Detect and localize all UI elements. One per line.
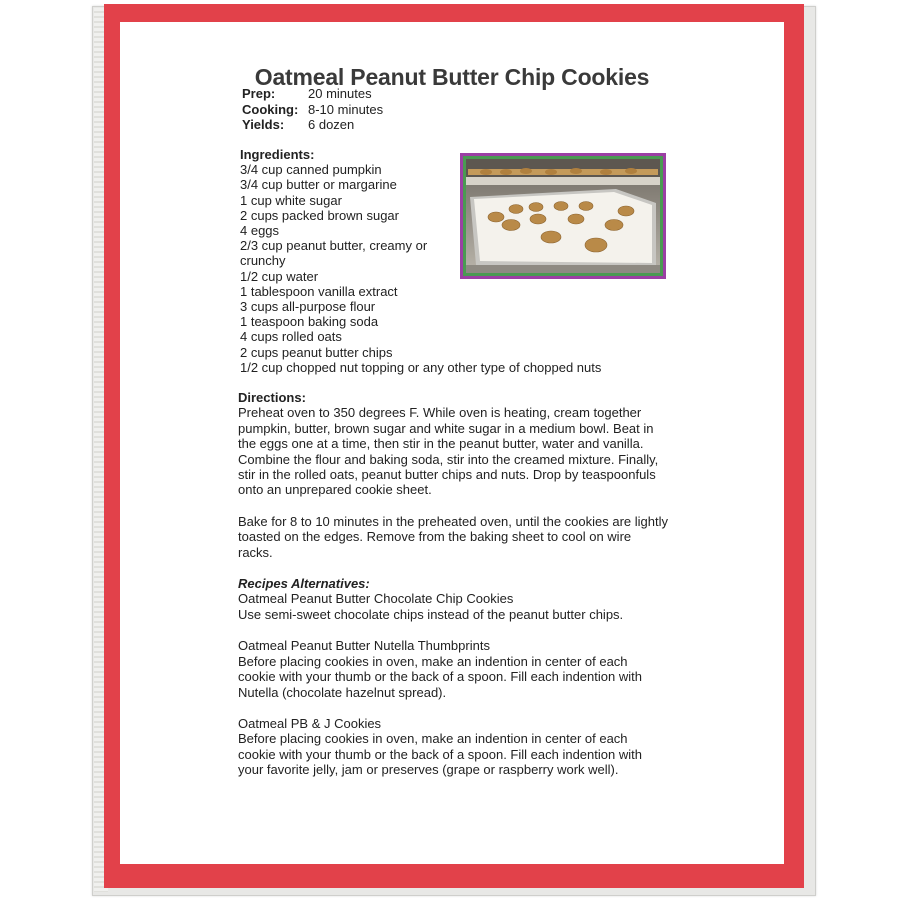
list-item: 1 teaspoon baking soda bbox=[240, 314, 379, 330]
meta-row-prep bbox=[242, 86, 383, 102]
alternative-text: Before placing cookies in oven, make an indention in center of each cookie with your thumb or the back of a spoon. Fill each indention with Nutella (chocolate hazelnut spread). bbox=[238, 653, 642, 700]
list-item: 1/2 cup chopped nut topping or any other type of chopped nuts bbox=[240, 359, 602, 375]
directions-heading: Directions: bbox=[238, 390, 306, 405]
meta-label: Prep: bbox=[242, 86, 276, 101]
directions-paragraph: Preheat oven to 350 degrees F. While oven is heating, cream together pumpkin, butter, brown sugar and white sugar in a medium bowl. Beat in the eggs one at a time, then stir in the peanut butter, water and vanilla. Combine the flour and baking soda, stir into the creamed mixture. Finally, stir in the rolled oats, peanut butter chips and nuts. Drop by teaspoonfuls onto an unprepared cookie sheet. bbox=[238, 405, 659, 498]
spacer bbox=[238, 622, 668, 638]
list-item: 1/2 cup water bbox=[240, 268, 319, 284]
alternative-name: Oatmeal PB & J Cookies bbox=[238, 715, 382, 731]
meta-value: 20 minutes bbox=[308, 86, 372, 101]
list-item: 4 cups rolled oats bbox=[240, 329, 342, 345]
alternative-name: Oatmeal Peanut Butter Chocolate Chip Cookies bbox=[238, 591, 514, 607]
cookies-on-baking-sheet-photo bbox=[466, 159, 660, 273]
list-item: 1 tablespoon vanilla extract bbox=[240, 283, 398, 299]
spacer bbox=[238, 560, 668, 576]
alternative-text: Use semi-sweet chocolate chips instead of the peanut butter chips. bbox=[238, 606, 624, 622]
cookies-photo-frame bbox=[460, 153, 666, 279]
photo-inner-border bbox=[463, 156, 663, 276]
list-item: 3/4 cup butter or margarine bbox=[240, 177, 397, 193]
list-item: 4 eggs bbox=[240, 223, 280, 239]
recipe-page bbox=[120, 22, 784, 864]
alternative-text: Before placing cookies in oven, make an indention in center of each cookie with your thumb or the back of a spoon. Fill each indention with your favorite jelly, jam or preserves (grape or raspberry work well). bbox=[238, 731, 642, 778]
recipe-meta bbox=[242, 86, 383, 133]
alternative-name: Oatmeal Peanut Butter Nutella Thumbprints bbox=[238, 638, 490, 654]
directions-paragraph: Bake for 8 to 10 minutes in the preheated oven, until the cookies are lightly toasted on the edges. Remove from the baking sheet to cool on wire racks. bbox=[238, 513, 668, 560]
list-item: 3/4 cup canned pumpkin bbox=[240, 162, 382, 178]
spacer bbox=[238, 498, 668, 514]
directions-section bbox=[238, 390, 668, 778]
list-item: 2 cups packed brown sugar bbox=[240, 207, 399, 223]
meta-label: Cooking: bbox=[242, 101, 299, 117]
alternatives-heading: Recipes Alternatives: bbox=[238, 576, 370, 592]
meta-value: 8-10 minutes bbox=[308, 101, 384, 117]
list-item: 1 cup white sugar bbox=[240, 192, 342, 208]
meta-row-yields bbox=[242, 117, 383, 133]
meta-label: Yields: bbox=[242, 117, 285, 132]
recipe-title: Oatmeal Peanut Butter Chip Cookies bbox=[254, 64, 650, 90]
meta-row-cooking bbox=[242, 102, 383, 118]
ingredients-heading: Ingredients: bbox=[240, 147, 315, 162]
list-item: 2/3 cup peanut butter, creamy or crunchy bbox=[240, 238, 428, 269]
list-item: 2 cups peanut butter chips bbox=[240, 344, 393, 360]
list-item: 3 cups all-purpose flour bbox=[240, 299, 376, 315]
spacer bbox=[238, 700, 668, 716]
meta-value: 6 dozen bbox=[308, 117, 355, 132]
